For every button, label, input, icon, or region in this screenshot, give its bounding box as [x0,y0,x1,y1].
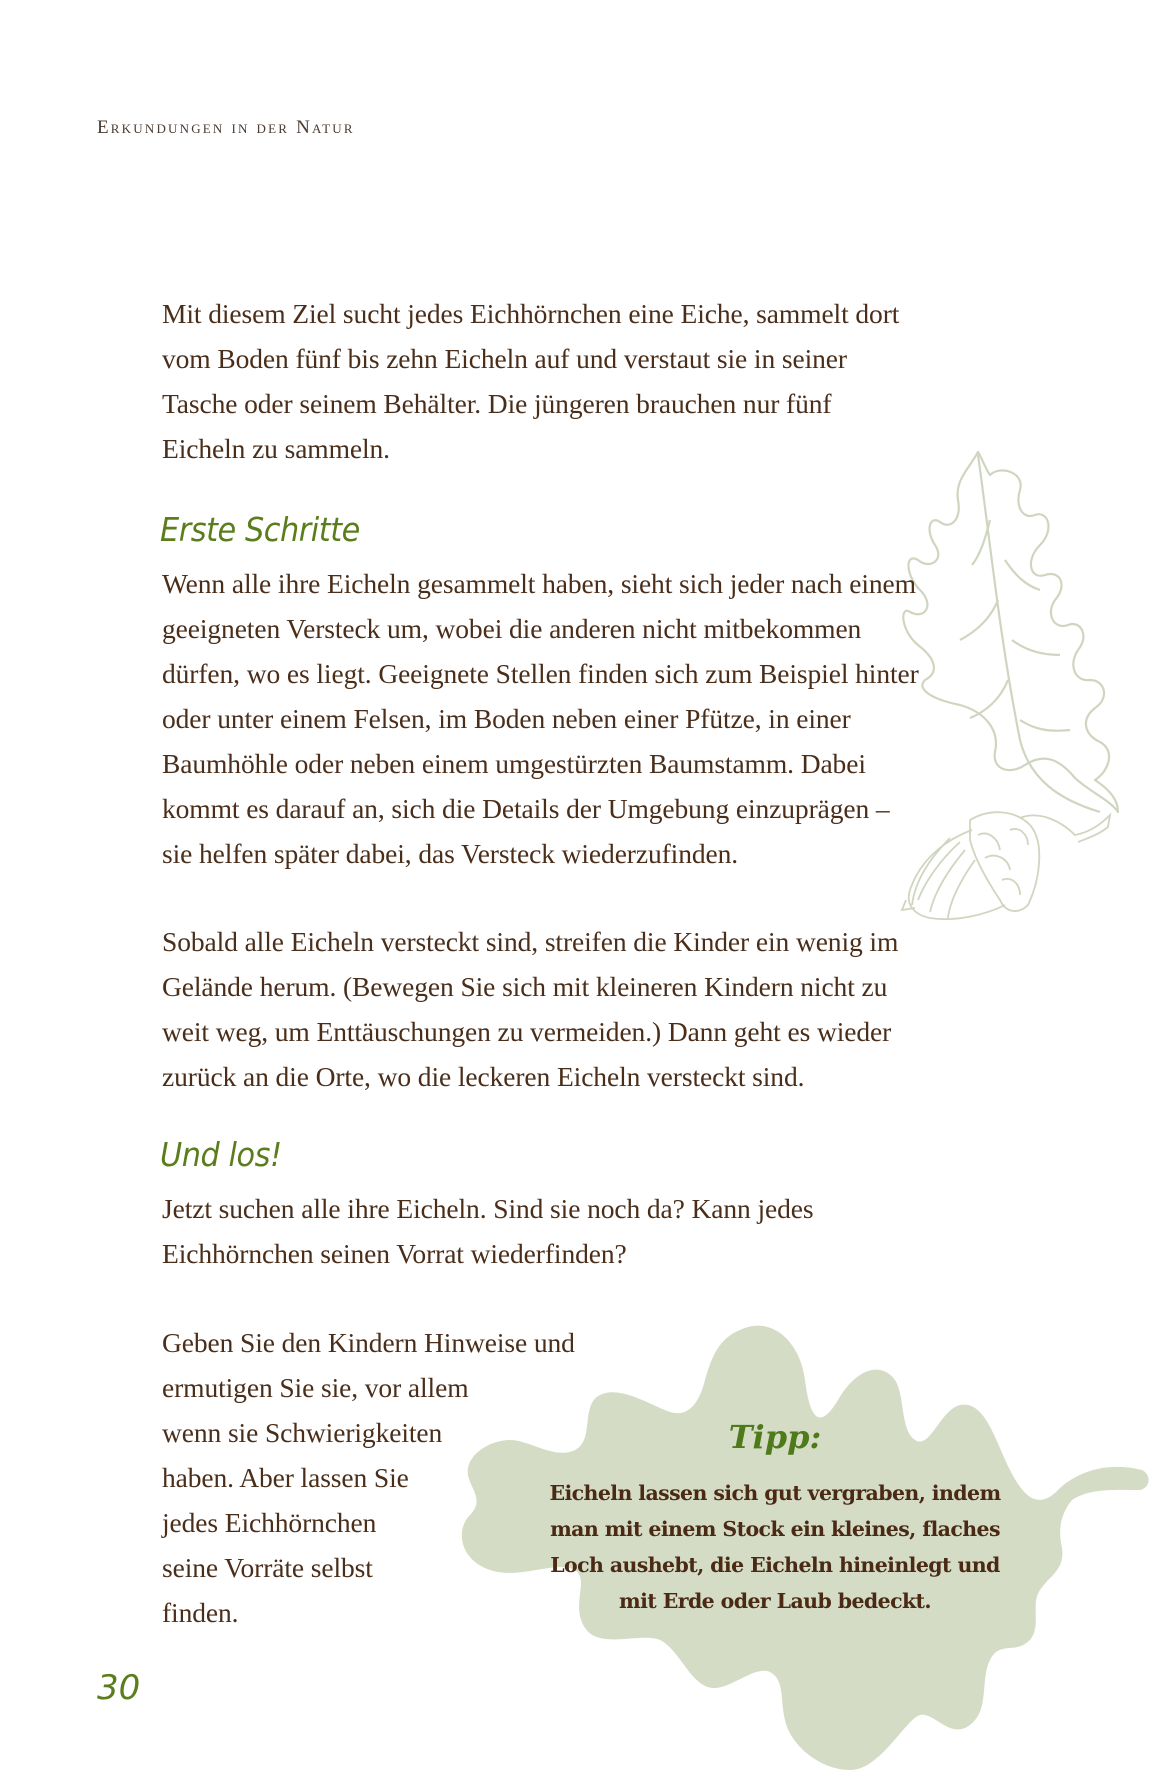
text-line: Geben Sie den Kindern Hinweise und [162,1327,575,1358]
text-line: haben. Aber lassen Sie [162,1462,409,1493]
tip-line: mit Erde oder Laub bedeckt. [619,1589,931,1613]
text-line: dürfen, wo es liegt. Geeignete Stellen finden sich zum Beispiel hinter [162,658,919,689]
text-line: Baumhöhle oder neben einem umgestürzten Baumstamm. Dabei [162,748,866,779]
tip-title: Tipp: [728,1418,822,1456]
running-head: Erkundungen in der Natur [97,117,355,138]
text-line: Sobald alle Eicheln versteckt sind, streifen die Kinder ein wenig im [162,926,899,957]
oak-leaf-outline-icon [903,452,1118,812]
text-line: vom Boden fünf bis zehn Eicheln auf und verstaut sie in seiner [162,343,847,374]
text-line: Mit diesem Ziel sucht jedes Eichhörnchen eine Eiche, sammelt dort [162,298,900,329]
text-line: weit weg, um Enttäuschungen zu vermeiden.) Dann geht es wieder [162,1016,892,1047]
text-line: Tasche oder seinem Behälter. Die jüngeren brauchen nur fünf [162,388,832,419]
text-line: sie helfen später dabei, das Versteck wiederzufinden. [162,838,739,869]
text-line: Wenn alle ihre Eicheln gesammelt haben, sieht sich jeder nach einem [162,568,916,599]
text-line: Eichhörnchen seinen Vorrat wiederfinden? [162,1238,627,1269]
text-line: wenn sie Schwierigkeiten [162,1417,443,1448]
text-line: ermutigen Sie sie, vor allem [162,1372,469,1403]
text-line: Gelände herum. (Bewegen Sie sich mit kleineren Kindern nicht zu [162,971,888,1002]
text-line: finden. [162,1597,239,1628]
text-line: geeigneten Versteck um, wobei die anderen nicht mitbekommen [162,613,862,644]
acorn-icon [902,812,1110,919]
text-line: oder unter einem Felsen, im Boden neben einer Pfütze, in einer [162,703,851,734]
text-line: kommt es darauf an, sich die Details der Umgebung einzuprägen – [162,793,890,824]
section-heading-erste-schritte: Erste Schritte [160,510,360,549]
text-line: Eicheln zu sammeln. [162,433,390,464]
tip-line: Eicheln lassen sich gut vergraben, indem [549,1481,1001,1505]
tip-line: Loch aushebt, die Eicheln hineinlegt und [550,1553,1000,1577]
text-line: Jetzt suchen alle ihre Eicheln. Sind sie noch da? Kann jedes [162,1193,814,1224]
text-line: seine Vorräte selbst [162,1552,373,1583]
page-number: 30 [97,1668,141,1708]
text-line: zurück an die Orte, wo die leckeren Eicheln versteckt sind. [162,1061,805,1092]
section-heading-und-los: Und los! [160,1135,282,1174]
tip-line: man mit einem Stock ein kleines, flaches [550,1517,1000,1541]
text-line: jedes Eichhörnchen [162,1507,377,1538]
